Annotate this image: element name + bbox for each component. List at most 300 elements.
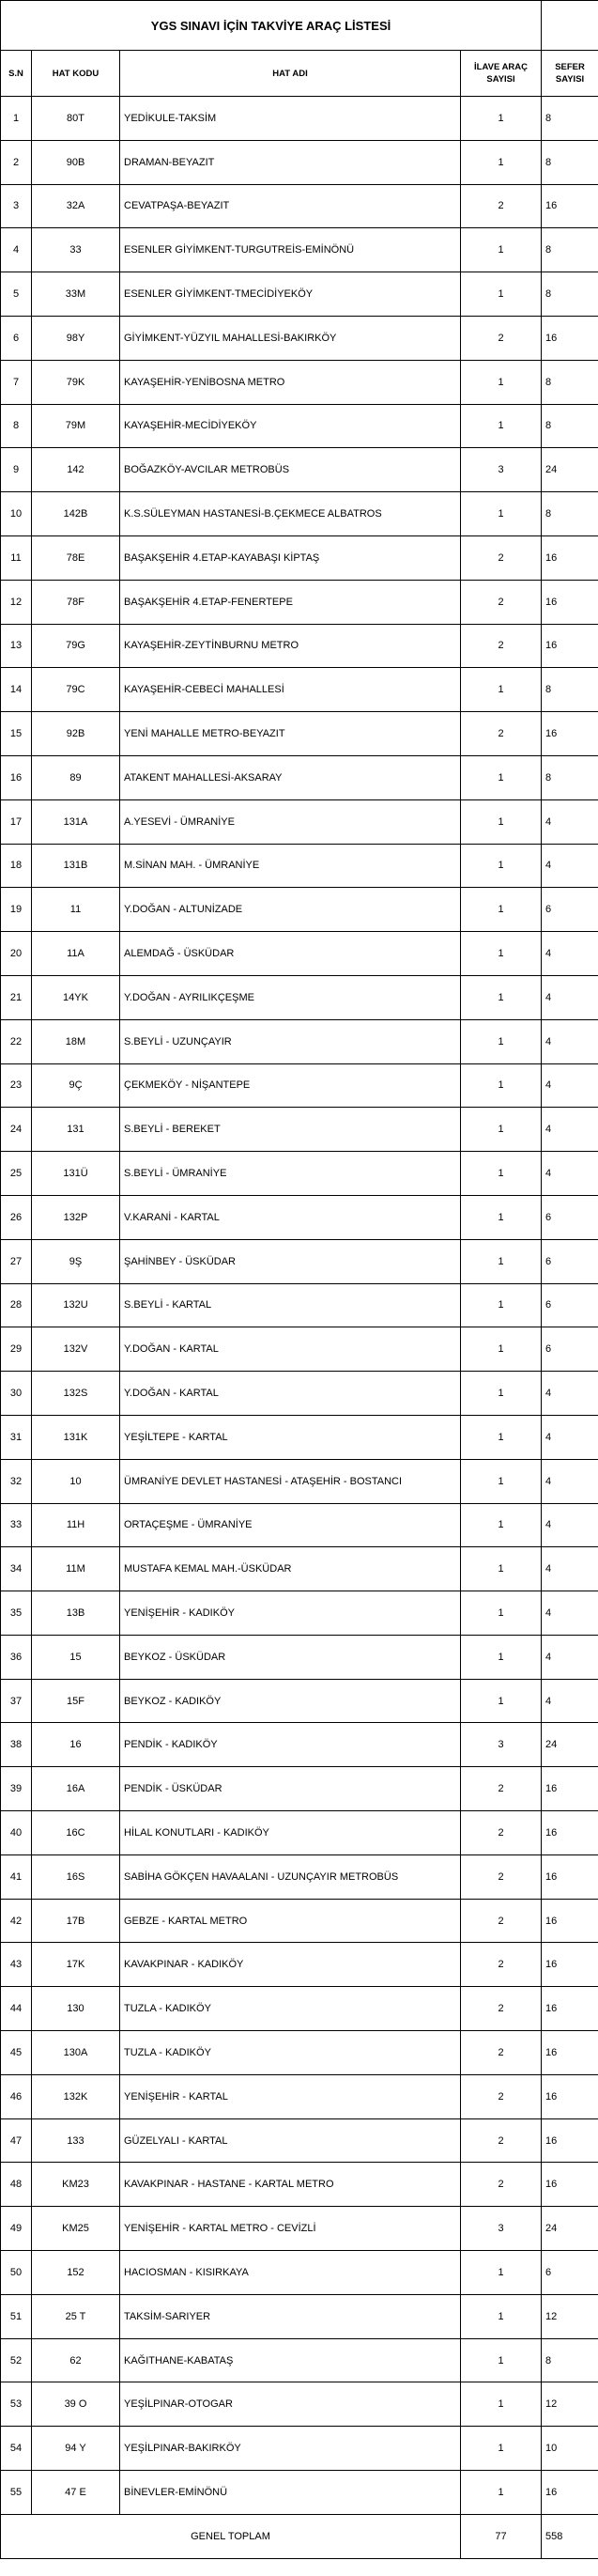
table-row: [1, 1195, 598, 1239]
row-ilave-arac: 1: [461, 2427, 542, 2471]
row-hat-adi: PENDİK - KADIKÖY: [120, 1723, 461, 1767]
row-hat-kodu: 62: [32, 2338, 120, 2382]
row-hat-adi: KAVAKPINAR - KADIKÖY: [120, 1943, 461, 1987]
row-sefer-sayisi: 16: [542, 2074, 598, 2118]
row-hat-kodu: 131B: [32, 844, 120, 888]
row-hat-adi: ESENLER GİYİMKENT-TMECİDİYEKÖY: [120, 272, 461, 317]
row-hat-kodu: 92B: [32, 712, 120, 756]
row-hat-adi: ALEMDAĞ - ÜSKÜDAR: [120, 932, 461, 976]
row-hat-adi: YENİŞEHİR - KARTAL: [120, 2074, 461, 2118]
row-hat-kodu: 10: [32, 1459, 120, 1503]
row-hat-adi: TAKSİM-SARIYER: [120, 2294, 461, 2338]
row-ilave-arac: 1: [461, 932, 542, 976]
row-ilave-arac: 2: [461, 1767, 542, 1811]
row-hat-adi: SABİHA GÖKÇEN HAVAALANI - UZUNÇAYIR METROBÜS: [120, 1854, 461, 1899]
row-hat-kodu: 25 T: [32, 2294, 120, 2338]
row-sn: 4: [1, 228, 32, 272]
row-sn: 5: [1, 272, 32, 317]
row-sn: 12: [1, 580, 32, 624]
row-sefer-sayisi: 12: [542, 2382, 598, 2427]
total-row: [1, 2514, 598, 2558]
row-sn: 26: [1, 1195, 32, 1239]
row-ilave-arac: 1: [461, 272, 542, 317]
row-sefer-sayisi: 10: [542, 2427, 598, 2471]
table-row: [1, 1767, 598, 1811]
header-sefer-sayisi: SEFER SAYISI: [542, 51, 598, 97]
row-hat-adi: S.BEYLİ - KARTAL: [120, 1283, 461, 1327]
row-sn: 11: [1, 535, 32, 580]
row-sn: 35: [1, 1591, 32, 1636]
table-row: [1, 2251, 598, 2295]
row-sefer-sayisi: 4: [542, 1547, 598, 1591]
row-hat-adi: Y.DOĞAN - KARTAL: [120, 1327, 461, 1372]
row-ilave-arac: 2: [461, 535, 542, 580]
row-ilave-arac: 2: [461, 1854, 542, 1899]
row-ilave-arac: 1: [461, 1591, 542, 1636]
table-row: [1, 2427, 598, 2471]
row-hat-adi: TUZLA - KADIKÖY: [120, 1987, 461, 2031]
row-ilave-arac: 2: [461, 580, 542, 624]
row-sn: 23: [1, 1063, 32, 1108]
row-sefer-sayisi: 4: [542, 1063, 598, 1108]
row-ilave-arac: 2: [461, 1811, 542, 1855]
row-sn: 1: [1, 97, 32, 141]
row-sn: 15: [1, 712, 32, 756]
row-sefer-sayisi: 16: [542, 535, 598, 580]
row-sefer-sayisi: 6: [542, 1195, 598, 1239]
table-row: [1, 2471, 598, 2515]
row-sn: 45: [1, 2031, 32, 2075]
table-row: [1, 228, 598, 272]
table-row: [1, 1987, 598, 2031]
row-sn: 37: [1, 1679, 32, 1723]
total-sefer: 558: [542, 2514, 598, 2558]
row-sn: 42: [1, 1899, 32, 1943]
row-ilave-arac: 1: [461, 1063, 542, 1108]
row-ilave-arac: 1: [461, 2338, 542, 2382]
row-ilave-arac: 1: [461, 1679, 542, 1723]
row-sefer-sayisi: 4: [542, 1635, 598, 1679]
table-row: [1, 580, 598, 624]
row-hat-adi: YEDİKULE-TAKSİM: [120, 97, 461, 141]
row-ilave-arac: 1: [461, 1415, 542, 1459]
row-sn: 16: [1, 755, 32, 799]
row-sefer-sayisi: 16: [542, 316, 598, 360]
row-sefer-sayisi: 8: [542, 2338, 598, 2382]
row-hat-kodu: 131Ü: [32, 1152, 120, 1196]
row-hat-adi: CEVATPAŞA-BEYAZIT: [120, 184, 461, 228]
row-ilave-arac: 1: [461, 2471, 542, 2515]
row-sefer-sayisi: 4: [542, 844, 598, 888]
table-row: [1, 1591, 598, 1636]
table-row: [1, 975, 598, 1019]
row-ilave-arac: 1: [461, 1195, 542, 1239]
row-ilave-arac: 1: [461, 1239, 542, 1283]
row-hat-adi: MUSTAFA KEMAL MAH.-ÜSKÜDAR: [120, 1547, 461, 1591]
table-row: [1, 535, 598, 580]
row-hat-kodu: 142: [32, 448, 120, 492]
row-sn: 8: [1, 404, 32, 448]
row-sefer-sayisi: 6: [542, 1327, 598, 1372]
row-sefer-sayisi: 24: [542, 448, 598, 492]
row-sn: 55: [1, 2471, 32, 2515]
row-hat-kodu: 33: [32, 228, 120, 272]
row-sefer-sayisi: 4: [542, 1459, 598, 1503]
row-sefer-sayisi: 8: [542, 97, 598, 141]
row-hat-adi: KAVAKPINAR - HASTANE - KARTAL METRO: [120, 2163, 461, 2207]
row-sefer-sayisi: 16: [542, 580, 598, 624]
row-hat-adi: TUZLA - KADIKÖY: [120, 2031, 461, 2075]
row-hat-adi: GÜZELYALI - KARTAL: [120, 2118, 461, 2163]
row-hat-kodu: 11H: [32, 1503, 120, 1547]
table-row: [1, 1327, 598, 1372]
row-hat-adi: HİLAL KONUTLARI - KADIKÖY: [120, 1811, 461, 1855]
row-sefer-sayisi: 16: [542, 2163, 598, 2207]
row-hat-kodu: 132S: [32, 1372, 120, 1416]
row-ilave-arac: 3: [461, 448, 542, 492]
row-hat-kodu: 132V: [32, 1327, 120, 1372]
row-sefer-sayisi: 8: [542, 668, 598, 712]
table-row: [1, 1415, 598, 1459]
table-row: [1, 1503, 598, 1547]
row-hat-kodu: 131: [32, 1108, 120, 1152]
row-sefer-sayisi: 24: [542, 2207, 598, 2251]
row-hat-kodu: 15: [32, 1635, 120, 1679]
table-row: [1, 1723, 598, 1767]
row-sefer-sayisi: 16: [542, 624, 598, 668]
row-ilave-arac: 1: [461, 2382, 542, 2427]
row-hat-kodu: 132P: [32, 1195, 120, 1239]
row-sn: 20: [1, 932, 32, 976]
row-hat-kodu: 18M: [32, 1019, 120, 1063]
header-hat-adi: HAT ADI: [120, 51, 461, 97]
table-row: [1, 1239, 598, 1283]
row-ilave-arac: 2: [461, 1899, 542, 1943]
row-hat-kodu: 90B: [32, 140, 120, 184]
row-ilave-arac: 1: [461, 228, 542, 272]
row-hat-adi: BAŞAKŞEHİR 4.ETAP-FENERTEPE: [120, 580, 461, 624]
row-sefer-sayisi: 4: [542, 1372, 598, 1416]
row-sn: 54: [1, 2427, 32, 2471]
row-sefer-sayisi: 4: [542, 1152, 598, 1196]
row-sn: 38: [1, 1723, 32, 1767]
row-hat-kodu: 17K: [32, 1943, 120, 1987]
row-sn: 24: [1, 1108, 32, 1152]
row-sefer-sayisi: 16: [542, 2471, 598, 2515]
table-body: [1, 97, 598, 2515]
row-sefer-sayisi: 16: [542, 1987, 598, 2031]
row-hat-adi: KAĞITHANE-KABATAŞ: [120, 2338, 461, 2382]
row-hat-adi: V.KARANİ - KARTAL: [120, 1195, 461, 1239]
row-sefer-sayisi: 4: [542, 1415, 598, 1459]
row-sn: 32: [1, 1459, 32, 1503]
row-hat-adi: S.BEYLİ - BEREKET: [120, 1108, 461, 1152]
row-hat-kodu: 98Y: [32, 316, 120, 360]
row-hat-adi: ATAKENT MAHALLESİ-AKSARAY: [120, 755, 461, 799]
total-label: GENEL TOPLAM: [1, 2514, 461, 2558]
row-sefer-sayisi: 4: [542, 799, 598, 844]
row-sn: 25: [1, 1152, 32, 1196]
row-hat-kodu: 39 O: [32, 2382, 120, 2427]
row-hat-kodu: 33M: [32, 272, 120, 317]
row-hat-kodu: 11A: [32, 932, 120, 976]
row-hat-kodu: 79C: [32, 668, 120, 712]
row-sn: 48: [1, 2163, 32, 2207]
row-sefer-sayisi: 8: [542, 404, 598, 448]
table-row: [1, 1459, 598, 1503]
table-row: [1, 2207, 598, 2251]
table-row: [1, 360, 598, 404]
row-hat-adi: BİNEVLER-EMİNÖNÜ: [120, 2471, 461, 2515]
row-ilave-arac: 3: [461, 2207, 542, 2251]
table-row: [1, 2338, 598, 2382]
row-sn: 47: [1, 2118, 32, 2163]
row-hat-kodu: 14YK: [32, 975, 120, 1019]
table-row: [1, 1899, 598, 1943]
row-sefer-sayisi: 8: [542, 272, 598, 317]
row-hat-adi: KAYAŞEHİR-MECİDİYEKÖY: [120, 404, 461, 448]
row-sefer-sayisi: 16: [542, 2118, 598, 2163]
row-sefer-sayisi: 4: [542, 1679, 598, 1723]
row-sefer-sayisi: 16: [542, 184, 598, 228]
row-hat-adi: DRAMAN-BEYAZIT: [120, 140, 461, 184]
row-sn: 13: [1, 624, 32, 668]
table-row: [1, 1679, 598, 1723]
row-sn: 18: [1, 844, 32, 888]
row-hat-kodu: 16S: [32, 1854, 120, 1899]
row-hat-kodu: 47 E: [32, 2471, 120, 2515]
row-hat-adi: BEYKOZ - ÜSKÜDAR: [120, 1635, 461, 1679]
row-sefer-sayisi: 16: [542, 1854, 598, 1899]
table-row: [1, 2118, 598, 2163]
row-hat-adi: HACIOSMAN - KISIRKAYA: [120, 2251, 461, 2295]
row-ilave-arac: 2: [461, 624, 542, 668]
row-sefer-sayisi: 4: [542, 975, 598, 1019]
row-sefer-sayisi: 4: [542, 1503, 598, 1547]
row-ilave-arac: 2: [461, 2118, 542, 2163]
row-sn: 40: [1, 1811, 32, 1855]
row-sn: 43: [1, 1943, 32, 1987]
table-row: [1, 97, 598, 141]
row-ilave-arac: 1: [461, 404, 542, 448]
row-hat-adi: Y.DOĞAN - AYRILIKÇEŞME: [120, 975, 461, 1019]
row-ilave-arac: 1: [461, 1635, 542, 1679]
table-row: [1, 624, 598, 668]
row-sefer-sayisi: 4: [542, 1019, 598, 1063]
table-row: [1, 1152, 598, 1196]
row-hat-adi: BAŞAKŞEHİR 4.ETAP-KAYABAŞI KİPTAŞ: [120, 535, 461, 580]
row-sn: 10: [1, 492, 32, 536]
table-row: [1, 755, 598, 799]
row-hat-adi: M.SİNAN MAH. - ÜMRANİYE: [120, 844, 461, 888]
row-hat-kodu: 94 Y: [32, 2427, 120, 2471]
row-hat-kodu: 79G: [32, 624, 120, 668]
table-row: [1, 492, 598, 536]
row-hat-adi: BEYKOZ - KADIKÖY: [120, 1679, 461, 1723]
total-ilave: 77: [461, 2514, 542, 2558]
row-hat-kodu: 78F: [32, 580, 120, 624]
row-hat-adi: KAYAŞEHİR-CEBECİ MAHALLESİ: [120, 668, 461, 712]
row-hat-kodu: 131K: [32, 1415, 120, 1459]
row-hat-adi: BOĞAZKÖY-AVCILAR METROBÜS: [120, 448, 461, 492]
row-hat-adi: A.YESEVİ - ÜMRANİYE: [120, 799, 461, 844]
row-sefer-sayisi: 8: [542, 360, 598, 404]
row-hat-adi: ORTAÇEŞME - ÜMRANİYE: [120, 1503, 461, 1547]
table-row: [1, 844, 598, 888]
row-ilave-arac: 3: [461, 1723, 542, 1767]
table-row: [1, 1854, 598, 1899]
table-row: [1, 140, 598, 184]
row-hat-kodu: 16A: [32, 1767, 120, 1811]
row-hat-kodu: 79M: [32, 404, 120, 448]
table-row: [1, 404, 598, 448]
row-sn: 52: [1, 2338, 32, 2382]
row-hat-kodu: 16: [32, 1723, 120, 1767]
row-ilave-arac: 1: [461, 844, 542, 888]
row-hat-adi: KAYAŞEHİR-YENİBOSNA METRO: [120, 360, 461, 404]
title-row: [1, 1, 598, 51]
header-row: [1, 51, 598, 97]
row-ilave-arac: 1: [461, 1372, 542, 1416]
row-sn: 28: [1, 1283, 32, 1327]
table-row: [1, 1019, 598, 1063]
row-hat-kodu: 89: [32, 755, 120, 799]
row-sefer-sayisi: 6: [542, 1283, 598, 1327]
row-hat-adi: S.BEYLİ - UZUNÇAYIR: [120, 1019, 461, 1063]
row-ilave-arac: 2: [461, 2163, 542, 2207]
row-sefer-sayisi: 16: [542, 1899, 598, 1943]
row-ilave-arac: 1: [461, 799, 542, 844]
row-sn: 41: [1, 1854, 32, 1899]
row-sn: 50: [1, 2251, 32, 2295]
table-row: [1, 1108, 598, 1152]
row-sefer-sayisi: 4: [542, 1591, 598, 1636]
table-row: [1, 2074, 598, 2118]
row-sefer-sayisi: 12: [542, 2294, 598, 2338]
row-hat-kodu: 80T: [32, 97, 120, 141]
row-hat-adi: GİYİMKENT-YÜZYIL MAHALLESİ-BAKIRKÖY: [120, 316, 461, 360]
row-ilave-arac: 2: [461, 2031, 542, 2075]
row-ilave-arac: 1: [461, 1503, 542, 1547]
row-sn: 14: [1, 668, 32, 712]
row-sn: 44: [1, 1987, 32, 2031]
row-hat-kodu: 32A: [32, 184, 120, 228]
row-ilave-arac: 2: [461, 2074, 542, 2118]
row-ilave-arac: 1: [461, 1547, 542, 1591]
row-sn: 6: [1, 316, 32, 360]
row-hat-adi: YEŞİLPINAR-OTOGAR: [120, 2382, 461, 2427]
table-row: [1, 1943, 598, 1987]
table-row: [1, 1283, 598, 1327]
table-row: [1, 184, 598, 228]
row-ilave-arac: 2: [461, 1987, 542, 2031]
row-ilave-arac: 1: [461, 1019, 542, 1063]
header-ilave-arac: İLAVE ARAÇ SAYISI: [461, 51, 542, 97]
row-hat-kodu: 13B: [32, 1591, 120, 1636]
row-sn: 22: [1, 1019, 32, 1063]
row-hat-adi: YENİ MAHALLE METRO-BEYAZIT: [120, 712, 461, 756]
row-ilave-arac: 1: [461, 492, 542, 536]
row-ilave-arac: 2: [461, 316, 542, 360]
row-sefer-sayisi: 8: [542, 755, 598, 799]
row-hat-kodu: 9Ç: [32, 1063, 120, 1108]
table-row: [1, 2163, 598, 2207]
header-sn: S.N: [1, 51, 32, 97]
row-ilave-arac: 1: [461, 1459, 542, 1503]
row-sn: 21: [1, 975, 32, 1019]
row-sn: 27: [1, 1239, 32, 1283]
row-ilave-arac: 1: [461, 1152, 542, 1196]
row-sn: 17: [1, 799, 32, 844]
row-hat-kodu: 130A: [32, 2031, 120, 2075]
title-blank-cell: [542, 1, 598, 51]
page-title: YGS SINAVI İÇİN TAKVİYE ARAÇ LİSTESİ: [1, 1, 542, 51]
table-row: [1, 2294, 598, 2338]
row-ilave-arac: 1: [461, 755, 542, 799]
header-hat-kodu: HAT KODU: [32, 51, 120, 97]
table-row: [1, 2382, 598, 2427]
row-sn: 19: [1, 888, 32, 932]
table-row: [1, 316, 598, 360]
row-ilave-arac: 1: [461, 360, 542, 404]
row-hat-adi: ÇEKMEKÖY - NİŞANTEPE: [120, 1063, 461, 1108]
table-row: [1, 1063, 598, 1108]
table-row: [1, 448, 598, 492]
table-row: [1, 2031, 598, 2075]
row-hat-adi: YEŞİLPINAR-BAKIRKÖY: [120, 2427, 461, 2471]
row-sefer-sayisi: 16: [542, 2031, 598, 2075]
row-ilave-arac: 2: [461, 712, 542, 756]
row-ilave-arac: 1: [461, 888, 542, 932]
table-row: [1, 1635, 598, 1679]
row-hat-kodu: 133: [32, 2118, 120, 2163]
row-hat-kodu: KM25: [32, 2207, 120, 2251]
row-hat-adi: YENİŞEHİR - KARTAL METRO - CEVİZLİ: [120, 2207, 461, 2251]
row-hat-kodu: 78E: [32, 535, 120, 580]
row-ilave-arac: 2: [461, 184, 542, 228]
row-hat-adi: Y.DOĞAN - KARTAL: [120, 1372, 461, 1416]
row-hat-kodu: 132U: [32, 1283, 120, 1327]
row-sn: 7: [1, 360, 32, 404]
row-sefer-sayisi: 6: [542, 1239, 598, 1283]
row-sn: 33: [1, 1503, 32, 1547]
row-ilave-arac: 1: [461, 668, 542, 712]
row-sefer-sayisi: 6: [542, 888, 598, 932]
row-hat-kodu: 130: [32, 1987, 120, 2031]
row-hat-kodu: 15F: [32, 1679, 120, 1723]
row-sefer-sayisi: 16: [542, 1767, 598, 1811]
row-hat-adi: YEŞİLTEPE - KARTAL: [120, 1415, 461, 1459]
row-sefer-sayisi: 16: [542, 1811, 598, 1855]
row-sn: 36: [1, 1635, 32, 1679]
row-hat-adi: GEBZE - KARTAL METRO: [120, 1899, 461, 1943]
row-ilave-arac: 1: [461, 1108, 542, 1152]
table-row: [1, 799, 598, 844]
row-sn: 49: [1, 2207, 32, 2251]
table-row: [1, 888, 598, 932]
row-hat-adi: K.S.SÜLEYMAN HASTANESİ-B.ÇEKMECE ALBATROS: [120, 492, 461, 536]
row-hat-kodu: 131A: [32, 799, 120, 844]
row-hat-adi: ESENLER GİYİMKENT-TURGUTREİS-EMİNÖNÜ: [120, 228, 461, 272]
row-hat-adi: PENDİK - ÜSKÜDAR: [120, 1767, 461, 1811]
row-ilave-arac: 1: [461, 140, 542, 184]
row-sn: 46: [1, 2074, 32, 2118]
row-sefer-sayisi: 4: [542, 932, 598, 976]
row-hat-adi: S.BEYLİ - ÜMRANİYE: [120, 1152, 461, 1196]
row-sn: 39: [1, 1767, 32, 1811]
row-ilave-arac: 1: [461, 1327, 542, 1372]
row-sn: 3: [1, 184, 32, 228]
